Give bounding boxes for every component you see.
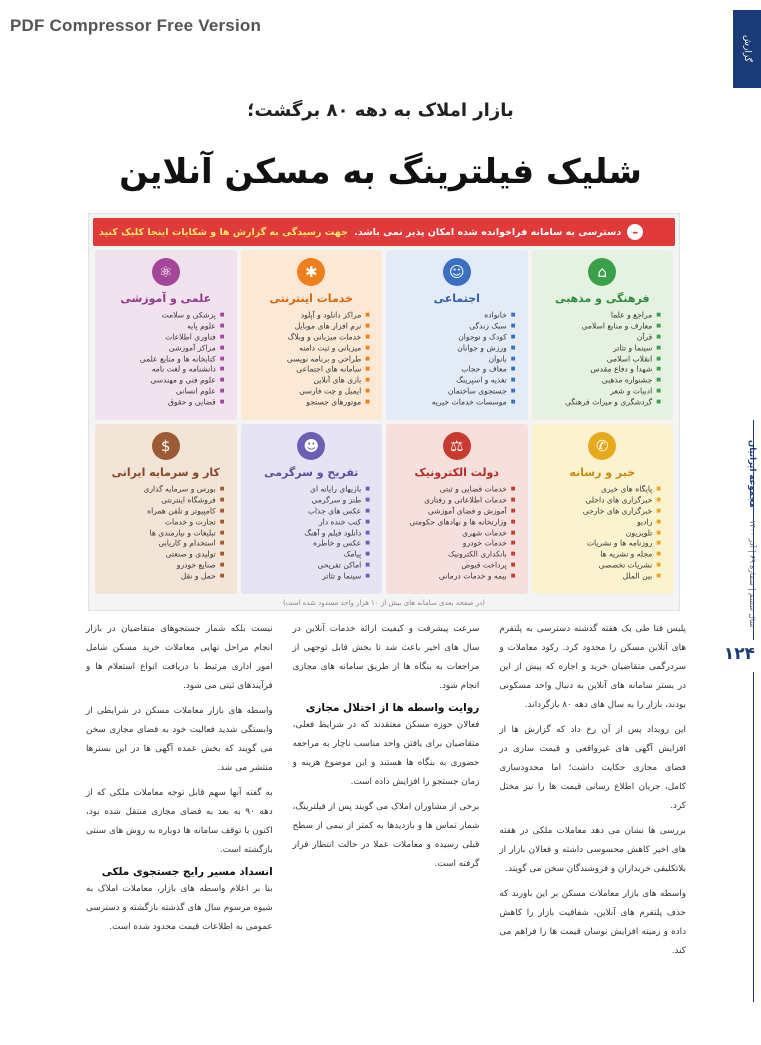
blocked-banner <box>93 218 675 246</box>
list-item: ■ نشریات تخصصی <box>538 560 662 571</box>
banner-message: دسترسی به سامانه فراخوانده شده امکان پذیر نمی باشد. <box>354 226 622 238</box>
section-tab <box>733 10 761 88</box>
list-item: ■ کتب خنده دار <box>247 517 371 528</box>
article-supertitle: بازار املاک به دهه ۸۰ برگشت؛ <box>247 100 514 121</box>
list-item: ■ نرم افزار های موبایل <box>247 321 371 332</box>
list-item: ■ پزشکی و سلامت <box>101 310 225 321</box>
list-item: ■ فروشگاه اینترنتی <box>101 495 225 506</box>
list-item: ■ صنایع خودرو <box>101 560 225 571</box>
list-item: ■ دانلود فیلم و آهنگ <box>247 528 371 539</box>
list-item: ■ قرآن <box>538 332 662 343</box>
paragraph: واسطه های بازار معاملات مسکن در شرایطی از وابستگی شدید فعالیت خود به فضای مجازی سخن می گویند که بخش عمده آگهی ها در این بسترها منتشر می شد. <box>86 706 273 773</box>
list-item: ■ تلویزیون <box>538 528 662 539</box>
list-item: ■ پیامک <box>247 549 371 560</box>
watermark-text: PDF Compressor Free Version <box>10 16 262 35</box>
list-item: ■ کودک و نوجوان <box>392 332 516 343</box>
figure-caption: (در صفحه بعدی سامانه های بیش از ۱۰ هزار واحد مسدود شده است) <box>283 599 485 607</box>
list-item: ■ طنز و سرگرمی <box>247 495 371 506</box>
list-item: ■ اماکن تفریحی <box>247 560 371 571</box>
magazine-name: مجموعه ایرانیان <box>747 440 757 508</box>
mosque-icon: ⌂ <box>588 258 616 286</box>
paragraph: سرعت پیشرفت و کیفیت ارائه خدمات آنلاین در سال های اخیر باعث شد تا بخش قابل توجهی از مراجعات به بنگاه ها از طریق سامانه های مجازی انجام شود. <box>292 624 480 691</box>
paragraph: بررسی ها نشان می دهد معاملات ملکی در هفته های اخیر کاهش محسوسی داشته و فعالان بازار از بلاتکلیفی خریداران و فروشندگان سخن می گویند. <box>499 826 686 874</box>
list-item: ■ تبلیغات و نیازمندی ها <box>101 528 225 539</box>
issue-info: سال ششم | شماره ۶۹ | آذر ۱۴۰۰ <box>748 520 757 628</box>
list-item: ■ پایگاه های خبری <box>538 484 662 495</box>
category-card <box>241 424 383 594</box>
category-items <box>247 484 377 582</box>
list-item: ■ جشنواره مذهبی <box>538 375 662 386</box>
report-link[interactable]: جهت رسیدگی به گزارش ها و شکایات اینجا کلیک کنید <box>99 226 348 238</box>
section-tab-label: گزارش <box>742 35 752 63</box>
category-card <box>95 250 237 420</box>
category-items <box>538 310 668 408</box>
list-item: ■ انقلاب اسلامی <box>538 354 662 365</box>
list-item: ■ خدمات شهری <box>392 528 516 539</box>
list-item: ■ بازیهای رایانه ای <box>247 484 371 495</box>
list-item: ■ عکس های جذاب <box>247 506 371 517</box>
category-items <box>101 484 231 582</box>
list-item: ■ خانواده <box>392 310 516 321</box>
category-title: دولت الکترونیک <box>414 466 499 479</box>
money-icon: $ <box>152 432 180 460</box>
category-title: کار و سرمایه ایرانی <box>111 466 220 479</box>
list-item: ■ علوم انسانی <box>101 386 225 397</box>
text-column-right <box>499 620 686 1020</box>
list-item: ■ مراکز آموزشی <box>101 343 225 354</box>
text-column-middle <box>293 620 480 1020</box>
category-items <box>538 484 668 582</box>
list-item: ■ حمل و نقل <box>101 571 225 582</box>
list-item: ■ معاف و حجاب <box>392 364 516 375</box>
category-card <box>95 424 237 594</box>
category-card <box>386 424 528 594</box>
category-items <box>392 484 522 582</box>
paragraph: برخی از مشاوران املاک می گویند پس از فیلترینگ، شمار تماس ها و بازدیدها به کمتر از نیمی از سطح قبلی رسیده و معاملات عملا در حالت انتظار قرار گرفته است. <box>292 802 480 869</box>
network-icon: ✱ <box>297 258 325 286</box>
list-item: ■ بانوان <box>392 354 516 365</box>
list-item: ■ کامپیوتر و تلفن همراه <box>101 506 225 517</box>
list-item: ■ خبرگزاری های داخلی <box>538 495 662 506</box>
list-item: ■ خدمات خودرو <box>392 538 516 549</box>
banner-text <box>99 227 621 238</box>
article-title: شلیک فیلترینگ به مسکن آنلاین <box>119 152 642 192</box>
list-item: ■ خدمات میزبانی و وبلاگ <box>247 332 371 343</box>
list-item: ■ ادبیات و شعر <box>538 386 662 397</box>
paragraph: این رویداد پس از آن رخ داد که گزارش ها از افزایش آگهی های غیرواقعی و قیمت سازی در فضای مجازی حکایت داشت؛ اما محدودسازی کامل، جریان اطلاع رسانی قیمت ها را نیز مختل کرد. <box>499 725 686 811</box>
category-items <box>392 310 522 408</box>
category-card <box>532 250 674 420</box>
paragraph: پلیس فتا طی یک هفته گذشته دسترسی به پلتفرم های آنلاین مسکن را محدود کرد. رکود معاملات و سردرگمی متقاضیان خرید و اجاره که پیش از این در بستر سامانه های آنلاین به دنبال واحد مسکونی بودند، بازار را به سال های دهه ۸۰ بازگرداند. <box>499 624 686 710</box>
list-item: ■ کتابخانه ها و منابع علمی <box>101 354 225 365</box>
subheading: روایت واسطه ها از اختلال مجازی <box>305 702 480 714</box>
list-item: ■ معارف و منابع اسلامی <box>538 321 662 332</box>
list-item: ■ تولیدی و صنعتی <box>101 549 225 560</box>
category-title: خدمات اینترنتی <box>269 292 354 305</box>
list-item: ■ روزنامه ها و نشریات <box>538 538 662 549</box>
list-item: ■ میزبانی و ثبت دامنه <box>247 343 371 354</box>
list-item: ■ آموزش و فضای آموزشی <box>392 506 516 517</box>
list-item: ■ پرداخت قبوض <box>392 560 516 571</box>
paragraph: فعالان حوزه مسکن معتقدند که در شرایط فعلی، متقاضیان برای یافتن واحد مناسب ناچار به مراجعه حضوری به بنگاه ها هستند و این موضوع هزینه و زمان جستجو را افزایش داده است. <box>292 720 480 787</box>
list-item: ■ سینما و تئاتر <box>538 343 662 354</box>
list-item: ■ رادیو <box>538 517 662 528</box>
list-item: ■ موتورهای جستجو <box>247 397 371 408</box>
list-item: ■ طراحی و برنامه نویسی <box>247 354 371 365</box>
megaphone-icon: ✆ <box>588 432 616 460</box>
list-item: ■ مراکز دانلود و آپلود <box>247 310 371 321</box>
category-title: علمی و آموزشی <box>120 292 212 305</box>
list-item: ■ فناوری اطلاعات <box>101 332 225 343</box>
list-item: ■ گردشگری و میراث فرهنگی <box>538 397 662 408</box>
list-item: ■ بانکداری الکترونیک <box>392 549 516 560</box>
list-item: ■ سامانه های اجتماعی <box>247 364 371 375</box>
category-items <box>101 310 231 408</box>
list-item: ■ دانشنامه و لغت نامه <box>101 364 225 375</box>
category-title: تفریح و سرگرمی <box>264 466 359 479</box>
list-item: ■ عکس و خاطره <box>247 538 371 549</box>
gov-icon: ⚖ <box>443 432 471 460</box>
smile-icon: ☻ <box>297 432 325 460</box>
list-item: ■ قضایی و حقوق <box>101 397 225 408</box>
list-item: ■ شهدا و دفاع مقدس <box>538 364 662 375</box>
list-item: ■ خدمات قضایی و ثبتی <box>392 484 516 495</box>
category-card <box>532 424 674 594</box>
list-item: ■ مجله و نشریه ها <box>538 549 662 560</box>
list-item: ■ استخدام و کاریابی <box>101 538 225 549</box>
list-item: ■ علوم پایه <box>101 321 225 332</box>
list-item: ■ بورس و سرمایه گذاری <box>101 484 225 495</box>
list-item: ■ خدمات اطلاعاتی و رفتاری <box>392 495 516 506</box>
list-item: ■ موسسات خدمات خیریه <box>392 397 516 408</box>
category-items <box>247 310 377 408</box>
category-card <box>386 250 528 420</box>
atom-icon: ⚛ <box>152 258 180 286</box>
paragraph: واسطه های بازار معاملات مسکن بر این باورند که حذف پلتفرم های آنلاین، شفافیت بازار را کاهش داده و زمینه افزایش نوسان قیمت ها را فراهم می کند. <box>499 889 686 956</box>
list-item: ■ علوم فنی و مهندسی <box>101 375 225 386</box>
list-item: ■ سبک زندگی <box>392 321 516 332</box>
list-item: ■ مراجع و علما <box>538 310 662 321</box>
side-divider-lower <box>753 672 754 1002</box>
text-column-left <box>86 620 273 1020</box>
page-number: ۱۲۴ <box>723 644 755 664</box>
subheading: انسداد مسیر رایج جستجوی ملکی <box>101 866 273 878</box>
people-icon: ☺ <box>443 258 471 286</box>
list-item: ■ سینما و تئاتر <box>247 571 371 582</box>
category-card <box>241 250 383 420</box>
list-item: ■ وزارتخانه ها و نهادهای حکومتی <box>392 517 516 528</box>
category-title: خبر و رسانه <box>569 466 636 479</box>
list-item: ■ بیمه و خدمات درمانی <box>392 571 516 582</box>
list-item: ■ بازی های آنلاین <box>247 375 371 386</box>
category-title: اجتماعی <box>433 292 480 305</box>
list-item: ■ تجارت و خدمات <box>101 517 225 528</box>
paragraph: به گفته آنها سهم قابل توجه معاملات ملکی که از دهه ۹۰ به بعد به فضای مجازی منتقل شده بود، اکنون با توقف سامانه ها دوباره به روش های سنتی بازگشته است. <box>86 788 273 855</box>
list-item: ■ جستجوی ساختمان <box>392 386 516 397</box>
article-body <box>86 620 686 1020</box>
no-entry-icon: – <box>627 224 643 240</box>
list-item: ■ تغذیه و اسپرینگ <box>392 375 516 386</box>
list-item: ■ خبرگزاری های خارجی <box>538 506 662 517</box>
category-title: فرهنگی و مذهبی <box>554 292 650 305</box>
list-item: ■ ایمیل و چت فارسی <box>247 386 371 397</box>
category-grid <box>95 250 673 594</box>
paragraph: نیست بلکه شمار جستجوهای متقاضیان در بازار انجام مراحل نهایی معاملات خرید مسکن شامل امور اداری مرتبط با دریافت انواع استعلام ها و فرآیندهای ثبتی می شود. <box>86 624 273 691</box>
list-item: ■ بین الملل <box>538 571 662 582</box>
list-item: ■ ورزش و جوانان <box>392 343 516 354</box>
filtering-infographic <box>88 213 680 611</box>
paragraph: بنا بر اعلام واسطه های بازار، معاملات املاک به شیوه مرسوم سال های گذشته بازگشته و دسترسی عمومی به اطلاعات قیمت محدود شده است. <box>86 884 273 932</box>
